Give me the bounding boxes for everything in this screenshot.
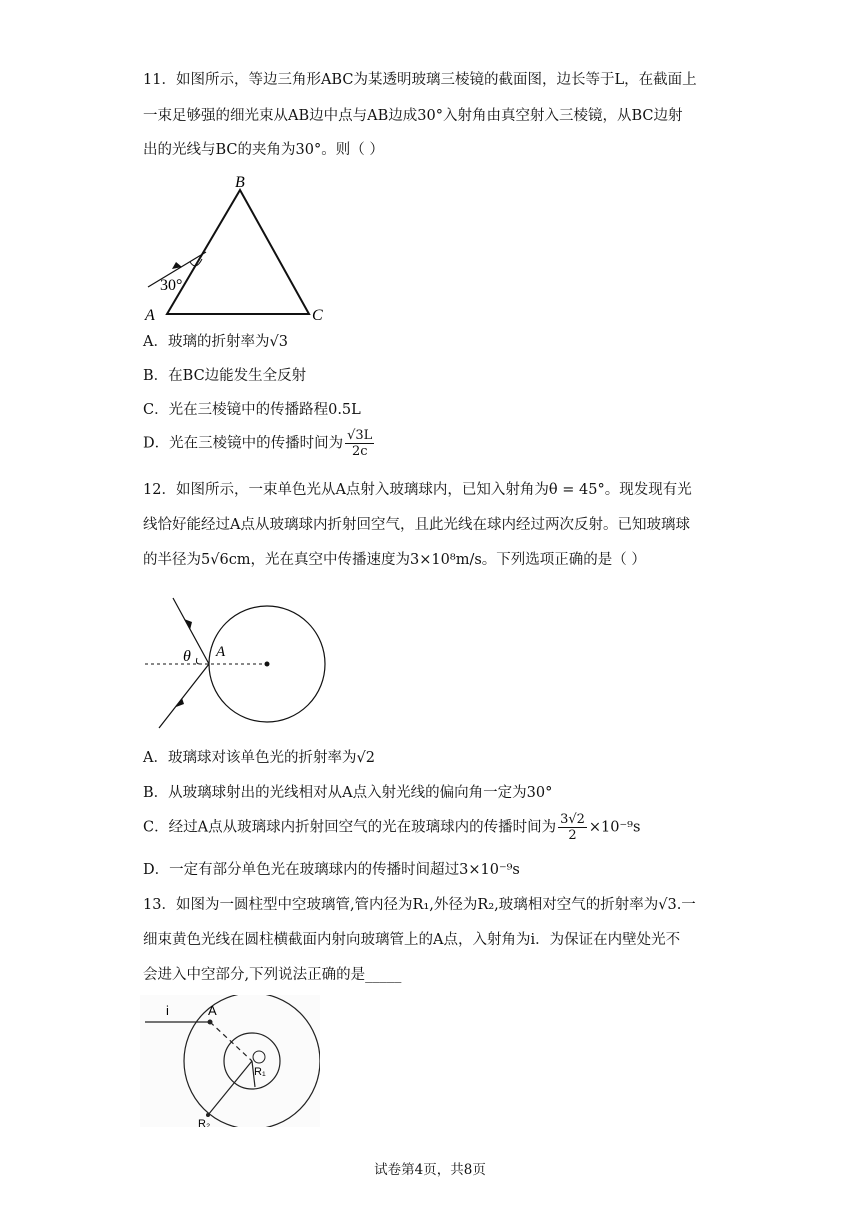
label-i: i: [166, 1003, 169, 1018]
fraction-numerator: √3L: [347, 428, 373, 443]
point-r2: [206, 1113, 210, 1117]
q11-text-line1: 11．如图所示，等边三角形ABC为某透明玻璃三棱镜的截面图，边长等于L，在截面上: [143, 72, 697, 88]
fraction-denominator: 2c: [351, 444, 368, 459]
triangle-abc: [167, 190, 309, 314]
label-r2: R₂: [198, 1118, 211, 1127]
fraction-denominator: 2: [568, 828, 577, 843]
q11-prism-figure: [140, 170, 340, 325]
q13-text-line3: 会进入中空部分,下列说法正确的是_____: [143, 967, 402, 983]
q12-option-b: B．从玻璃球射出的光线相对从A点入射光线的偏向角一定为30°: [143, 785, 553, 801]
q11-option-a: A．玻璃的折射率为√3: [143, 334, 288, 350]
q12-text-line3: 的半径为5√6cm，光在真空中传播速度为3×10⁸m/s。下列选项正确的是（ ）: [143, 552, 646, 568]
q11-option-d: [143, 428, 376, 459]
q12-sphere-figure: [140, 590, 340, 735]
label-angle: 30°: [160, 277, 183, 294]
exit-ray: [159, 664, 209, 728]
label-a: A: [216, 644, 226, 660]
label-a: A: [208, 1003, 217, 1018]
label-b: B: [235, 174, 245, 191]
q11-text-line2: 一束足够强的细光束从AB边中点与AB边成30°入射角由真空射入三棱镜，从BC边射: [143, 108, 683, 124]
theta-arc: [196, 658, 200, 664]
q12-option-c-text: C．经过A点从玻璃球内折射回空气的光在玻璃球内的传播时间为: [143, 819, 557, 836]
q13-text-line2: 细束黄色光线在圆柱横截面内射向玻璃管上的A点，入射角为i．为保证在内壁处光不: [143, 932, 681, 948]
label-a: A: [145, 307, 155, 324]
q12-option-a: A．玻璃球对该单色光的折射率为√2: [143, 750, 375, 766]
label-r1: R₁: [254, 1066, 266, 1078]
arrow-down-icon: [176, 698, 184, 707]
q11-option-b: B．在BC边能发生全反射: [143, 368, 307, 384]
q12-text-line1: 12．如图所示，一束单色光从A点射入玻璃球内，已知入射角为θ = 45°。现发现有光: [143, 482, 692, 498]
q11-option-c: C．光在三棱镜中的传播路程0.5L: [143, 402, 361, 418]
q11-option-d-fraction: [345, 428, 374, 459]
page-footer: 试卷第4页，共8页: [374, 1162, 486, 1178]
q12-option-c-unit: ×10⁻⁹s: [588, 819, 641, 836]
q12-option-d: D．一定有部分单色光在玻璃球内的传播时间超过3×10⁻⁹s: [143, 862, 520, 878]
q11-option-d-text: D．光在三棱镜中的传播时间为: [143, 435, 344, 452]
q12-option-c-fraction: [558, 812, 587, 843]
arrow-down-icon: [184, 619, 192, 630]
fraction-numerator: 3√2: [560, 812, 585, 827]
label-theta: θ: [183, 648, 191, 665]
q13-text-line1: 13．如图为一圆柱型中空玻璃管,管内径为R₁,外径为R₂,玻璃相对空气的折射率为√3.一: [143, 897, 696, 913]
q13-tube-figure: [140, 995, 320, 1127]
incident-ray: [173, 598, 209, 664]
q12-option-c: [143, 812, 640, 843]
label-c: C: [312, 307, 323, 324]
q11-text-line3: 出的光线与BC的夹角为30°。则（ ）: [143, 142, 384, 158]
sphere-center: [265, 662, 270, 667]
q12-text-line2: 线恰好能经过A点从玻璃球内折射回空气，且此光线在球内经过两次反射。已知玻璃球: [143, 517, 690, 533]
